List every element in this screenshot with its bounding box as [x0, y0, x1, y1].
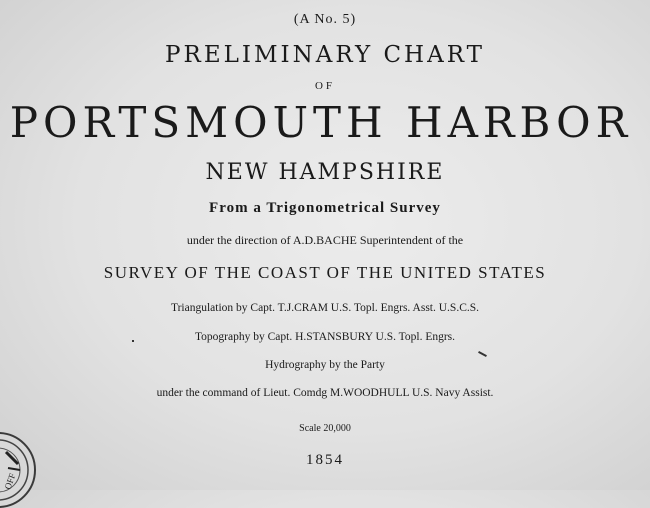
- survey-name: SURVEY OF THE COAST OF THE UNITED STATES: [103, 263, 547, 282]
- stamp-seal: [0, 432, 36, 508]
- seal-text: OFF: [2, 471, 18, 491]
- scale-label: Scale 20,000: [299, 423, 351, 434]
- seal-graphic: [0, 434, 34, 506]
- of-label: OF: [314, 80, 336, 92]
- year-label: 1854: [306, 452, 344, 468]
- main-title: PORTSMOUTH HARBOR: [9, 98, 633, 147]
- command-credit: under the command of Lieut. Comdg M.WOODHULL U.S. Navy Assist.: [156, 387, 494, 399]
- hydrography-credit: Hydrography by the Party: [265, 359, 385, 371]
- ink-speck: [132, 340, 134, 342]
- topography-credit: Topography by Capt. H.STANSBURY U.S. Topl. Engrs.: [194, 331, 456, 343]
- chart-number: (A No. 5): [293, 12, 357, 27]
- preliminary-heading: PRELIMINARY CHART: [165, 42, 485, 68]
- state-title: NEW HAMPSHIRE: [205, 160, 445, 185]
- ink-mark: [478, 351, 487, 357]
- survey-type: From a Trigonometrical Survey: [209, 200, 441, 216]
- triangulation-credit: Triangulation by Capt. T.J.CRAM U.S. Topl. Engrs. Asst. U.S.C.S.: [170, 302, 480, 314]
- direction-line: under the direction of A.D.BACHE Superintendent of the: [186, 233, 464, 247]
